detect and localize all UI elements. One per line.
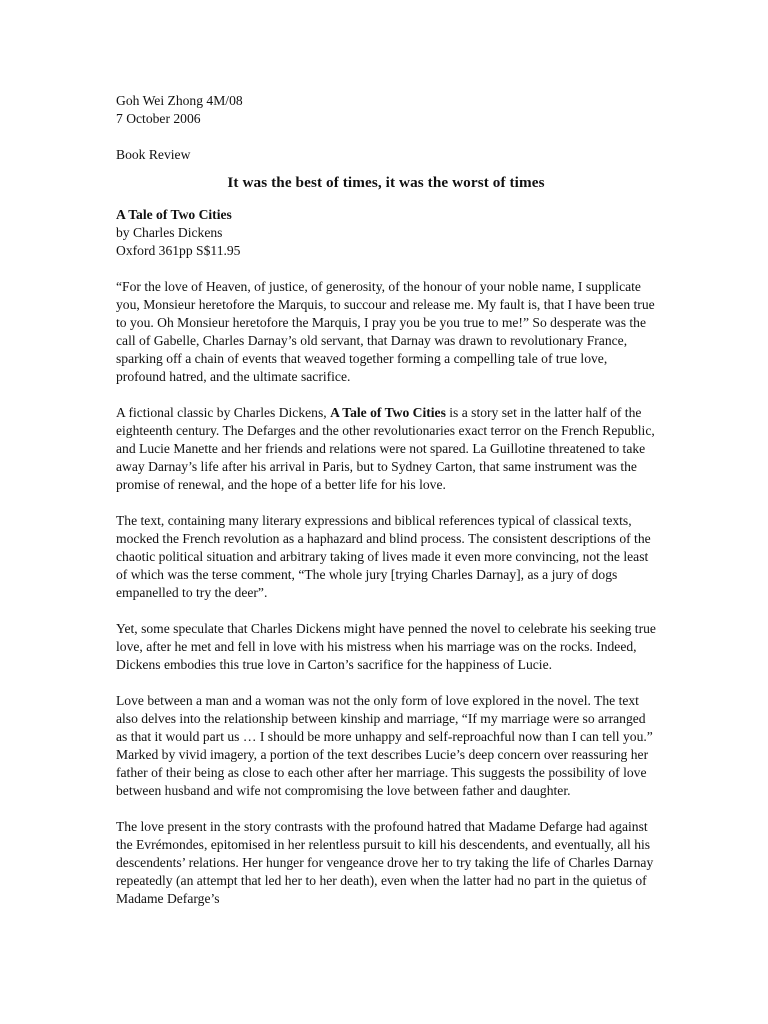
paragraph-1: “For the love of Heaven, of justice, of generosity, of the honour of your noble name, I supplicate you, Monsieur heretofore the Marquis, to succour and release me. My fault is, that I have been true to you. Oh Monsieur heretofore the Marquis, I pray you be you true to me!” So desperate was the call of Gabelle, Charles Darnay’s old servant, that Darnay was drawn to revolutionary France, sparking off a chain of events that weaved together forming a compelling tale of true love, profound hatred, and the ultimate sacrifice. bbox=[116, 279, 655, 384]
spacer bbox=[116, 128, 656, 146]
book-title: A Tale of Two Cities bbox=[116, 207, 232, 222]
paragraph-5: Love between a man and a woman was not the only form of love explored in the novel. The text also delves into the relationship between kinship and marriage, “If my marriage were so arranged as that it would part us … I should be more unhappy and self-reproachful now than I can tell you.” Marked by vivid imagery, a portion of the text describes Lucie’s deep concern over reassuring her father of their being as close to each other after her marriage. This suggests the possibility of love between husband and wife not compromising the love between father and daughter. bbox=[116, 693, 653, 798]
review-title: It was the best of times, it was the worst of times bbox=[227, 174, 545, 191]
document-type: Book Review bbox=[116, 147, 191, 162]
date-line: 7 October 2006 bbox=[116, 111, 201, 126]
paragraph-2 bbox=[116, 404, 656, 494]
book-publisher: Oxford 361pp S$11.95 bbox=[116, 243, 241, 258]
book-author: by Charles Dickens bbox=[116, 225, 223, 240]
book-info bbox=[116, 206, 656, 260]
paragraph-2-rest: is a story set in the latter half of the eighteenth century. The Defarges and the other revolutionaries exact terror on the French Republic, and Lucie Manette and her friends and relations were not spared. La Guillotine threatened to take away Darnay’s life after his arrival in Paris, but to Sydney Carton, that same instrument was the promise of renewal, and the hope of a better life for his love. bbox=[116, 405, 655, 492]
paragraph-2-start: A fictional classic by Charles Dickens, bbox=[116, 405, 331, 420]
paragraph-3: The text, containing many literary expressions and biblical references typical of classical texts, mocked the French revolution as a haphazard and blind process. The consistent descriptions of the chaotic political situation and arbitrary taking of lives made it even more convincing, not the least of which was the terse comment, “The whole jury [trying Charles Darnay], as a jury of dogs empanelled to try the deer”. bbox=[116, 513, 651, 600]
paragraph-6: The love present in the story contrasts with the profound hatred that Madame Defarge had against the Evrémondes, epitomised in her relentless pursuit to kill his descendents, and eventually, all his descendents’ relations. Her hunger for vengeance drove her to try taking the life of Charles Darnay repeatedly (an attempt that led her to her death), even when the latter had no part in the quietus of Madame Defarge’s bbox=[116, 819, 654, 906]
document-page bbox=[116, 92, 656, 926]
paragraph-2-book-title: A Tale of Two Cities bbox=[330, 405, 446, 420]
paragraph-4: Yet, some speculate that Charles Dickens might have penned the novel to celebrate his seeking true love, after he met and fell in love with his mistress when his marriage was on the rocks. Indeed, Dickens embodies this true love in Carton’s sacrifice for the happiness of Lucie. bbox=[116, 621, 656, 672]
author-line: Goh Wei Zhong 4M/08 bbox=[116, 93, 243, 108]
